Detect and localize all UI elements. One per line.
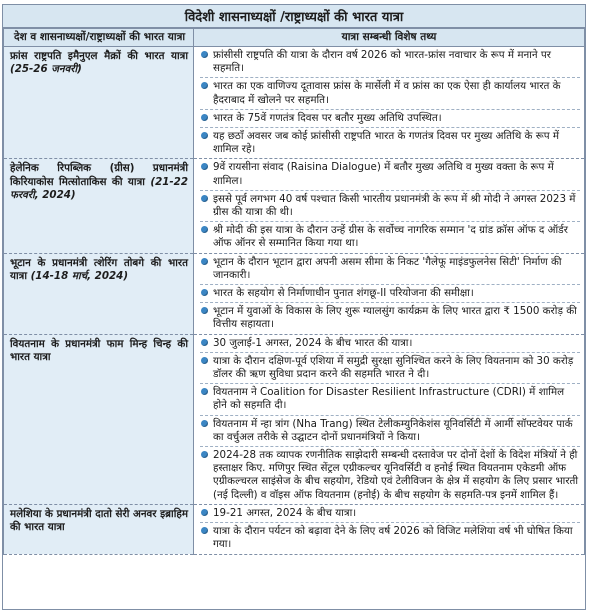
facts-cell [194, 334, 585, 504]
visit-cell [4, 47, 194, 159]
visit-date: (14-18 मार्च, 2024) [30, 269, 129, 282]
fact-item [200, 161, 580, 190]
bullet-icon [201, 82, 208, 89]
bullet-icon [201, 509, 208, 516]
facts-list [200, 161, 580, 252]
fact-item [200, 80, 580, 109]
table-row [4, 504, 585, 554]
bullet-icon [201, 195, 208, 202]
fact-text: वियतनाम ने Coalition for Disaster Resilient Infrastructure (CDRI) में शामिल होने को सहमति दी। [213, 386, 565, 412]
fact-item [200, 507, 580, 523]
fact-text: भारत के 75वें गणतंत्र दिवस पर बतौर मुख्य अतिथि उपस्थित। [213, 111, 442, 124]
visit-date: (21-22 फरवरी, 2024) [10, 175, 188, 201]
facts-list [200, 256, 580, 334]
facts-cell [194, 504, 585, 554]
bullet-icon [201, 451, 208, 458]
fact-item [200, 305, 580, 333]
facts-list [200, 337, 580, 504]
visit-cell [4, 159, 194, 253]
facts-list [200, 507, 580, 554]
facts-list [200, 49, 580, 158]
fact-text: 30 जुलाई-1 अगस्त, 2024 के बीच भारत की यात्रा। [213, 336, 413, 349]
visit-name: मलेशिया के प्रधानमंत्री दातो सेरी अनवर इब्राहिम की भारत यात्रा [10, 507, 188, 534]
bullet-icon [201, 258, 208, 265]
table-row [4, 253, 585, 334]
header-country-visit: देश व शासनाध्यक्षों/राष्ट्राध्यक्षों की भारत यात्रा [4, 29, 194, 47]
bullet-icon [201, 289, 208, 296]
fact-text: 19-21 अगस्त, 2024 के बीच यात्रा। [213, 506, 357, 519]
fact-item [200, 130, 580, 158]
fact-item [200, 355, 580, 384]
fact-item [200, 449, 580, 504]
fact-text: फ्रांसीसी राष्ट्रपति की यात्रा के दौरान वर्ष 2026 को भारत-फ्रांस नवाचार के रूप में मनाने पर सहमति। [213, 49, 551, 75]
bullet-icon [201, 132, 208, 139]
fact-item [200, 49, 580, 78]
table-row [4, 159, 585, 253]
fact-text: यात्रा के दौरान पर्यटन को बढ़ावा देने के लिए वर्ष 2026 को विजिट मलेशिया वर्ष भी घोषित किया गया। [213, 525, 573, 551]
header-visit-facts: यात्रा सम्बन्धी विशेष तथ्य [194, 29, 585, 47]
fact-text: यात्रा के दौरान दक्षिण-पूर्व एशिया में समुद्री सुरक्षा सुनिश्चित करने के लिए वियतनाम को 30 करोड़ डॉलर की ऋण सुविधा प्रदान करने की सहमति भारत ने दी। [213, 354, 574, 381]
facts-cell [194, 47, 585, 159]
fact-text: भूटान में युवाओं के विकास के लिए शुरू ग्यालसुंग कार्यक्रम के लिए भारत द्वारा ₹ 1500 करोड़ की वित्तीय सहायता। [213, 305, 577, 331]
fact-text: इससे पूर्व लगभग 40 वर्ष पश्चात किसी भारतीय प्रधानमंत्री के रूप में श्री मोदी ने अगस्त 2023 में ग्रीस की यात्रा की थी। [213, 192, 576, 219]
bullet-icon [201, 226, 208, 233]
header-row [4, 29, 585, 47]
visit-cell [4, 334, 194, 504]
visit-name: हेलेनिक रिपब्लिक (ग्रीस) प्रधानमंत्री किरियाकोस मित्सोताकिस की यात्रा [10, 162, 188, 188]
visit-date: (25-26 जनवरी) [10, 63, 82, 76]
fact-text: भारत के सहयोग से निर्माणाधीन पुनात शंगछू-II परियोजना की समीक्षा। [213, 287, 474, 300]
bullet-icon [201, 357, 208, 364]
fact-text: श्री मोदी की इस यात्रा के दौरान उन्हें ग्रीस के सर्वोच्च नागरिक सम्मान 'द ग्रांड क्रॉस ऑफ द ऑर्डर ऑफ ऑनर से सम्मानित किया गया था। [213, 224, 568, 250]
table-row [4, 47, 585, 159]
table-body [4, 47, 585, 555]
fact-text: 9वें रायसीना संवाद (Raisina Dialogue) में बतौर मुख्य अतिथि व मुख्य वक्ता के रूप में शामिल। [213, 161, 554, 187]
fact-item [200, 525, 580, 553]
table-title: विदेशी शासनाध्यक्षों /राष्ट्राध्यक्षों की भारत यात्रा [3, 5, 585, 28]
visit-cell [4, 504, 194, 554]
fact-item [200, 418, 580, 447]
facts-cell [194, 159, 585, 253]
table-row [4, 334, 585, 504]
bullet-icon [201, 51, 208, 58]
bullet-icon [201, 388, 208, 395]
fact-item [200, 224, 580, 252]
fact-text: 2024-28 तक व्यापक रणनीतिक साझेदारी सम्बन्धी दस्तावेज पर दोनों देशों के विदेश मंत्रियों ने ही हस्ताक्षर किए. मणिपुर स्थित सेंट्रल एग्रीकल्चर यूनिवर्सिटी व हनोई स्थित वियतनाम एकेडमी ऑफ एग्रीकल्चरल साइंसेज के बीच सहयोग, रेडियो एवं टेलीविजन के क्षेत्र में सहयोग के लिए प्रसार भारती (नई दिल्ली) व वॉइस ऑफ वियतनाम (हनोई) के बीच सहयोग के सहमति-पत्र इनमें शामिल हैं। [213, 449, 579, 501]
bullet-icon [201, 339, 208, 346]
facts-cell [194, 253, 585, 334]
fact-item [200, 256, 580, 285]
bullet-icon [201, 163, 208, 170]
bullet-icon [201, 420, 208, 427]
fact-item [200, 112, 580, 128]
fact-text: भूटान के दौरान भूटान द्वारा अपनी असम सीमा के निकट 'गैलेफू माइंडफुलनेस सिटी' निर्माण की जानकारी। [213, 255, 562, 281]
visit-name: भूटान के प्रधानमंत्री त्शेरिंग तोबगे की भारत यात्रा [10, 256, 188, 282]
visits-table-frame [2, 4, 586, 610]
fact-item [200, 287, 580, 303]
fact-text: भारत का एक वाणिज्य दूतावास फ्रांस के मार्सेली में व फ्रांस का एक ऐसा ही कार्यालय भारत के हैदराबाद में खोलने पर सहमति। [213, 80, 561, 106]
fact-item [200, 193, 580, 222]
visit-cell [4, 253, 194, 334]
visits-table [3, 28, 585, 555]
fact-item [200, 337, 580, 353]
visit-name: वियतनाम के प्रधानमंत्री फाम मिन्ह चिन्ह की भारत यात्रा [10, 337, 188, 363]
visit-name: फ्रांस राष्ट्रपति इमैनुएल मैक्रों की भारत यात्रा [10, 50, 188, 62]
fact-item [200, 386, 580, 415]
fact-text: यह छठाँ अवसर जब कोई फ्रांसीसी राष्ट्रपति भारत के गणतंत्र दिवस पर मुख्य अतिथि के रूप में शामिल रहे। [213, 130, 560, 156]
bullet-icon [201, 307, 208, 314]
bullet-icon [201, 114, 208, 121]
fact-text: वियतनाम में न्हा त्रांग (Nha Trang) स्थित टेलीकम्युनिकेशंस यूनिवर्सिटी में आर्मी सॉफ्टवेयर पार्क का वर्चुअल तरीके से उद्घाटन दोनों प्रधानमंत्रियों ने किया। [213, 417, 573, 443]
bullet-icon [201, 527, 208, 534]
